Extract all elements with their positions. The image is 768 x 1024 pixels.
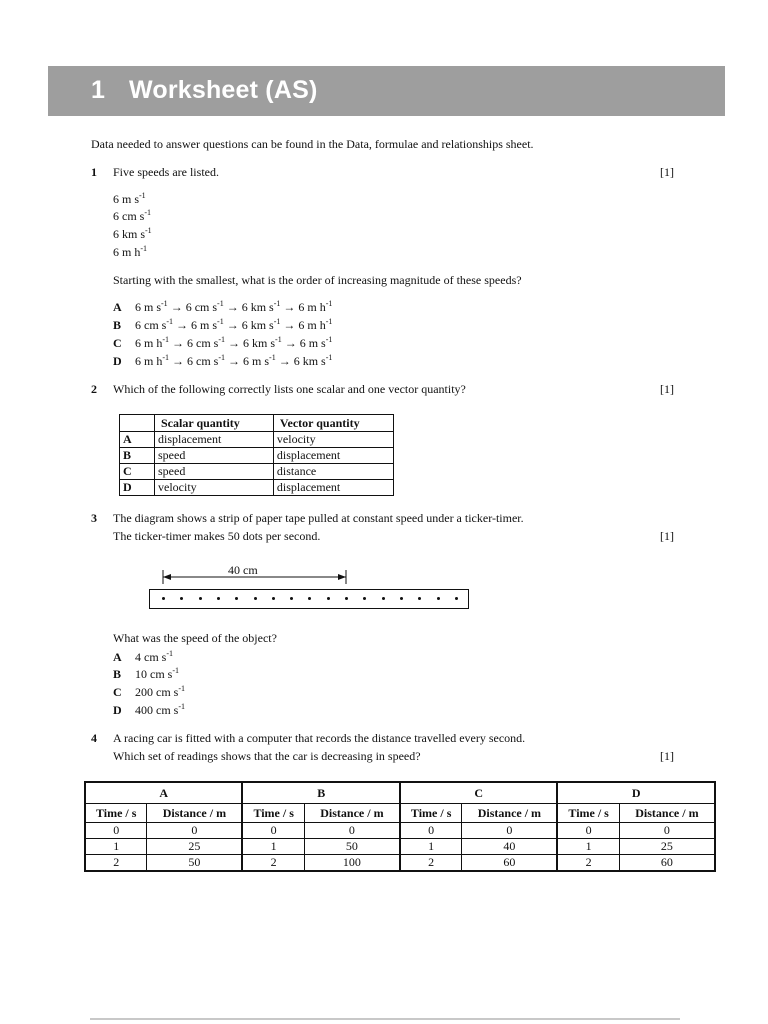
vector-cell: distance bbox=[273, 464, 393, 480]
q1-marks: [1] bbox=[660, 165, 674, 179]
empty-header-cell bbox=[120, 415, 155, 432]
section-title: Worksheet (AS) bbox=[129, 76, 318, 104]
time-cell: 1 bbox=[242, 839, 304, 855]
q2-marks: [1] bbox=[660, 382, 674, 396]
tape-dot bbox=[382, 597, 385, 600]
tape-dot bbox=[308, 597, 311, 600]
q1-text: Five speeds are listed. bbox=[113, 165, 219, 179]
table-row[interactable] bbox=[120, 480, 394, 496]
q3-option[interactable]: B 10 cm $s^{-1}$ bbox=[113, 666, 180, 681]
scalar-cell: displacement bbox=[155, 432, 274, 448]
footer-divider bbox=[90, 1018, 680, 1020]
vector-cell: velocity bbox=[273, 432, 393, 448]
q4-number: 4 bbox=[91, 731, 97, 745]
scalar-cell: velocity bbox=[155, 480, 274, 496]
q2-options-table bbox=[119, 414, 394, 496]
distance-cell: 50 bbox=[147, 855, 243, 872]
vector-cell: displacement bbox=[273, 448, 393, 464]
time-cell: 0 bbox=[85, 823, 147, 839]
q1-option[interactable]: B 6 cm $s^{-1} \to 6$ m $s^{-1} \to 6$ km $s^{-1} \to 6$ m $h^{-1}$ bbox=[113, 317, 333, 332]
header-vector: Vector quantity bbox=[273, 415, 393, 432]
distance-cell: 50 bbox=[304, 839, 400, 855]
time-header: Time / s bbox=[85, 804, 147, 823]
table-row bbox=[85, 823, 715, 839]
intro-text: Data needed to answer questions can be found in the Data, formulae and relationships sheet. bbox=[91, 137, 534, 151]
distance-cell: 40 bbox=[462, 839, 558, 855]
column-header-row bbox=[85, 804, 715, 823]
tape-length-label: 40 cm bbox=[228, 563, 258, 577]
tape-dot bbox=[235, 597, 238, 600]
page-title bbox=[91, 76, 317, 105]
scalar-cell: speed bbox=[155, 448, 274, 464]
distance-cell: 0 bbox=[147, 823, 243, 839]
q3-option[interactable]: C 200 cm $s^{-1}$ bbox=[113, 684, 186, 699]
tape-dot bbox=[363, 597, 366, 600]
q1-option[interactable]: D 6 m $h^{-1} \to 6$ cm $s^{-1} \to 6$ m $s^{-1} \to 6$ km $s^{-1}$ bbox=[113, 353, 333, 368]
q1-speed: 6 cm $s^{-1}$ bbox=[113, 208, 152, 223]
set-label: B bbox=[242, 782, 399, 804]
q4-line1: A racing car is fitted with a computer that records the distance travelled every second. bbox=[113, 731, 526, 745]
set-label: D bbox=[557, 782, 715, 804]
q3-option[interactable]: D 400 cm $s^{-1}$ bbox=[113, 702, 186, 717]
table-header-row bbox=[120, 415, 394, 432]
paper-tape bbox=[149, 589, 469, 609]
distance-cell: 100 bbox=[304, 855, 400, 872]
distance-cell: 0 bbox=[304, 823, 400, 839]
tape-dot bbox=[345, 597, 348, 600]
set-label: A bbox=[85, 782, 242, 804]
section-number: 1 bbox=[91, 76, 106, 104]
time-cell: 2 bbox=[242, 855, 304, 872]
q2-number: 2 bbox=[91, 382, 97, 396]
q3-marks: [1] bbox=[660, 529, 674, 543]
q1-option[interactable]: C 6 m $h^{-1} \to 6$ cm $s^{-1} \to 6$ km $s^{-1} \to 6$ m $s^{-1}$ bbox=[113, 335, 333, 350]
tape-dot bbox=[180, 597, 183, 600]
time-cell: 0 bbox=[557, 823, 619, 839]
tape-dot bbox=[290, 597, 293, 600]
q4-readings-table bbox=[84, 781, 716, 872]
time-header: Time / s bbox=[242, 804, 304, 823]
set-label: C bbox=[400, 782, 557, 804]
q3-number: 3 bbox=[91, 511, 97, 525]
option-letter: C bbox=[120, 464, 155, 480]
tape-dot bbox=[455, 597, 458, 600]
q2-text: Which of the following correctly lists one scalar and one vector quantity? bbox=[113, 382, 466, 396]
scalar-cell: speed bbox=[155, 464, 274, 480]
distance-cell: 0 bbox=[462, 823, 558, 839]
q1-number: 1 bbox=[91, 165, 97, 179]
option-letter: B bbox=[120, 448, 155, 464]
worksheet-header bbox=[48, 66, 725, 116]
tape-dot bbox=[199, 597, 202, 600]
distance-header: Distance / m bbox=[304, 804, 400, 823]
table-row[interactable] bbox=[120, 448, 394, 464]
q1-speed: 6 m $h^{-1}$ bbox=[113, 244, 148, 259]
tape-dot bbox=[272, 597, 275, 600]
tape-dot bbox=[162, 597, 165, 600]
distance-header: Distance / m bbox=[619, 804, 715, 823]
tape-dot bbox=[254, 597, 257, 600]
q1-option[interactable]: A 6 m $s^{-1} \to 6$ cm $s^{-1} \to 6$ km $s^{-1} \to 6$ m $h^{-1}$ bbox=[113, 299, 333, 314]
q1-question: Starting with the smallest, what is the order of increasing magnitude of these speeds? bbox=[113, 273, 522, 287]
q3-line1: The diagram shows a strip of paper tape pulled at constant speed under a ticker-timer. bbox=[113, 511, 524, 525]
distance-cell: 25 bbox=[619, 839, 715, 855]
option-letter: D bbox=[120, 480, 155, 496]
distance-cell: 60 bbox=[619, 855, 715, 872]
tape-dot bbox=[418, 597, 421, 600]
q3-option[interactable]: A 4 cm $s^{-1}$ bbox=[113, 649, 174, 664]
time-cell: 2 bbox=[557, 855, 619, 872]
vector-cell: displacement bbox=[273, 480, 393, 496]
distance-cell: 0 bbox=[619, 823, 715, 839]
tape-dot bbox=[217, 597, 220, 600]
distance-header: Distance / m bbox=[147, 804, 243, 823]
q3-line2: The ticker-timer makes 50 dots per second. bbox=[113, 529, 321, 543]
time-header: Time / s bbox=[557, 804, 619, 823]
tape-dot bbox=[327, 597, 330, 600]
time-header: Time / s bbox=[400, 804, 462, 823]
time-cell: 1 bbox=[557, 839, 619, 855]
table-row[interactable] bbox=[120, 464, 394, 480]
distance-header: Distance / m bbox=[462, 804, 558, 823]
q4-marks: [1] bbox=[660, 749, 674, 763]
table-row[interactable] bbox=[120, 432, 394, 448]
time-cell: 0 bbox=[400, 823, 462, 839]
distance-cell: 25 bbox=[147, 839, 243, 855]
q4-line2: Which set of readings shows that the car is decreasing in speed? bbox=[113, 749, 421, 763]
q1-speed: 6 km $s^{-1}$ bbox=[113, 226, 152, 241]
q1-speed: 6 m $s^{-1}$ bbox=[113, 191, 146, 206]
q3-question: What was the speed of the object? bbox=[113, 631, 277, 645]
time-cell: 1 bbox=[85, 839, 147, 855]
time-cell: 1 bbox=[400, 839, 462, 855]
tape-dot bbox=[400, 597, 403, 600]
time-cell: 2 bbox=[85, 855, 147, 872]
time-cell: 0 bbox=[242, 823, 304, 839]
option-letter: A bbox=[120, 432, 155, 448]
distance-cell: 60 bbox=[462, 855, 558, 872]
table-row bbox=[85, 855, 715, 872]
set-label-row bbox=[85, 782, 715, 804]
header-scalar: Scalar quantity bbox=[155, 415, 274, 432]
tape-dot bbox=[437, 597, 440, 600]
time-cell: 2 bbox=[400, 855, 462, 872]
table-row bbox=[85, 839, 715, 855]
